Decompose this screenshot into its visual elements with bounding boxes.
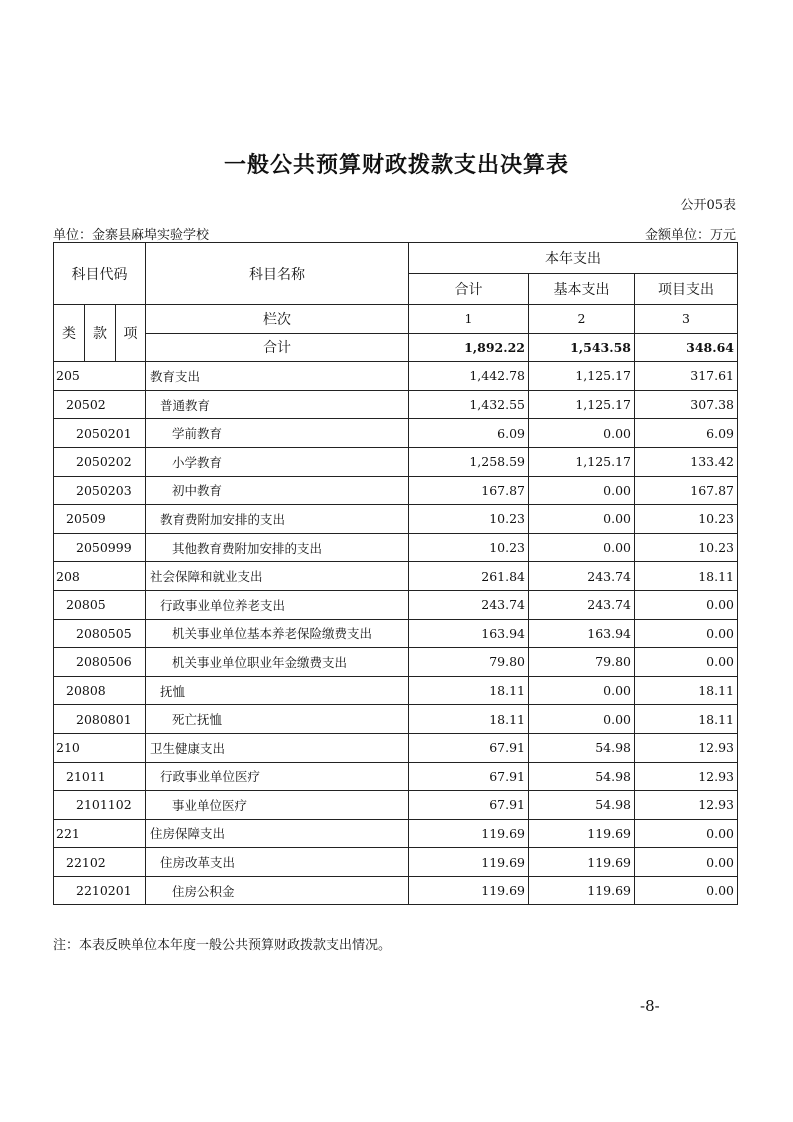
unit-label: 单位：金寨县麻埠实验学校 bbox=[53, 228, 210, 243]
column-index-1: 1 bbox=[409, 305, 529, 334]
row-project: 0.00 bbox=[635, 819, 738, 848]
row-name: 小学教育 bbox=[146, 447, 409, 476]
row-code: 22102 bbox=[54, 848, 146, 877]
row-name: 行政事业单位养老支出 bbox=[146, 590, 409, 619]
sum-project: 348.64 bbox=[635, 333, 738, 362]
table-row bbox=[54, 705, 738, 734]
row-total: 6.09 bbox=[409, 419, 529, 448]
row-code: 210 bbox=[54, 733, 146, 762]
row-total: 18.11 bbox=[409, 676, 529, 705]
row-total: 119.69 bbox=[409, 848, 529, 877]
row-total: 79.80 bbox=[409, 648, 529, 677]
row-name: 住房保障支出 bbox=[146, 819, 409, 848]
table-row bbox=[54, 619, 738, 648]
table-row bbox=[54, 676, 738, 705]
row-basic: 0.00 bbox=[529, 533, 635, 562]
row-name: 普通教育 bbox=[146, 390, 409, 419]
table-row bbox=[54, 648, 738, 677]
row-code: 2210201 bbox=[54, 876, 146, 905]
row-name: 事业单位医疗 bbox=[146, 791, 409, 820]
row-project: 6.09 bbox=[635, 419, 738, 448]
row-basic: 0.00 bbox=[529, 419, 635, 448]
row-project: 18.11 bbox=[635, 562, 738, 591]
row-project: 307.38 bbox=[635, 390, 738, 419]
row-code: 2050203 bbox=[54, 476, 146, 505]
row-code: 2080801 bbox=[54, 705, 146, 734]
row-code: 208 bbox=[54, 562, 146, 591]
row-project: 18.11 bbox=[635, 676, 738, 705]
table-row bbox=[54, 590, 738, 619]
row-code: 2050999 bbox=[54, 533, 146, 562]
row-project: 0.00 bbox=[635, 590, 738, 619]
header-kuan: 款 bbox=[85, 305, 116, 362]
row-name: 卫生健康支出 bbox=[146, 733, 409, 762]
row-basic: 119.69 bbox=[529, 819, 635, 848]
row-total: 243.74 bbox=[409, 590, 529, 619]
row-name: 行政事业单位医疗 bbox=[146, 762, 409, 791]
row-name: 其他教育费附加安排的支出 bbox=[146, 533, 409, 562]
row-project: 10.23 bbox=[635, 505, 738, 534]
table-row bbox=[54, 562, 738, 591]
row-total: 67.91 bbox=[409, 733, 529, 762]
row-name: 住房改革支出 bbox=[146, 848, 409, 877]
row-basic: 1,125.17 bbox=[529, 362, 635, 391]
row-project: 12.93 bbox=[635, 791, 738, 820]
row-name: 教育支出 bbox=[146, 362, 409, 391]
form-number: 公开05表 bbox=[680, 198, 736, 213]
row-total: 1,432.55 bbox=[409, 390, 529, 419]
table-row bbox=[54, 505, 738, 534]
row-name: 社会保障和就业支出 bbox=[146, 562, 409, 591]
header-code: 科目代码 bbox=[54, 243, 146, 305]
row-total: 119.69 bbox=[409, 876, 529, 905]
table-row bbox=[54, 476, 738, 505]
row-basic: 0.00 bbox=[529, 705, 635, 734]
row-project: 18.11 bbox=[635, 705, 738, 734]
row-basic: 0.00 bbox=[529, 476, 635, 505]
header-name: 科目名称 bbox=[146, 243, 409, 305]
table-row bbox=[54, 419, 738, 448]
row-project: 0.00 bbox=[635, 848, 738, 877]
row-total: 10.23 bbox=[409, 505, 529, 534]
row-name: 学前教育 bbox=[146, 419, 409, 448]
table-row bbox=[54, 848, 738, 877]
table-row bbox=[54, 362, 738, 391]
row-basic: 119.69 bbox=[529, 848, 635, 877]
row-code: 20509 bbox=[54, 505, 146, 534]
row-name: 机关事业单位职业年金缴费支出 bbox=[146, 648, 409, 677]
header-lei: 类 bbox=[54, 305, 85, 362]
row-project: 12.93 bbox=[635, 733, 738, 762]
row-code: 2080506 bbox=[54, 648, 146, 677]
header-basic: 基本支出 bbox=[529, 274, 635, 305]
row-code: 20502 bbox=[54, 390, 146, 419]
sum-total: 1,892.22 bbox=[409, 333, 529, 362]
row-total: 1,258.59 bbox=[409, 447, 529, 476]
table-row bbox=[54, 447, 738, 476]
row-project: 0.00 bbox=[635, 648, 738, 677]
header-xiang: 项 bbox=[116, 305, 146, 362]
row-code: 2050202 bbox=[54, 447, 146, 476]
row-name: 教育费附加安排的支出 bbox=[146, 505, 409, 534]
column-index-label: 栏次 bbox=[146, 305, 409, 334]
sum-basic: 1,543.58 bbox=[529, 333, 635, 362]
table-note: 注：本表反映单位本年度一般公共预算财政拨款支出情况。 bbox=[53, 938, 392, 953]
row-basic: 54.98 bbox=[529, 733, 635, 762]
page-title: 一般公共预算财政拨款支出决算表 bbox=[223, 153, 569, 178]
row-basic: 243.74 bbox=[529, 590, 635, 619]
row-project: 317.61 bbox=[635, 362, 738, 391]
table-row bbox=[54, 733, 738, 762]
sum-label: 合计 bbox=[146, 333, 409, 362]
row-total: 18.11 bbox=[409, 705, 529, 734]
row-name: 初中教育 bbox=[146, 476, 409, 505]
row-name: 死亡抚恤 bbox=[146, 705, 409, 734]
row-total: 261.84 bbox=[409, 562, 529, 591]
page-number: -8- bbox=[640, 997, 660, 1015]
row-total: 67.91 bbox=[409, 791, 529, 820]
row-basic: 0.00 bbox=[529, 676, 635, 705]
row-basic: 54.98 bbox=[529, 791, 635, 820]
row-code: 205 bbox=[54, 362, 146, 391]
row-basic: 163.94 bbox=[529, 619, 635, 648]
row-basic: 79.80 bbox=[529, 648, 635, 677]
header-project: 项目支出 bbox=[635, 274, 738, 305]
row-name: 机关事业单位基本养老保险缴费支出 bbox=[146, 619, 409, 648]
table-row bbox=[54, 533, 738, 562]
column-index-3: 3 bbox=[635, 305, 738, 334]
budget-table bbox=[53, 242, 738, 905]
row-code: 2050201 bbox=[54, 419, 146, 448]
row-name: 住房公积金 bbox=[146, 876, 409, 905]
row-basic: 0.00 bbox=[529, 505, 635, 534]
row-code: 21011 bbox=[54, 762, 146, 791]
table-row bbox=[54, 762, 738, 791]
row-project: 10.23 bbox=[635, 533, 738, 562]
table-row bbox=[54, 791, 738, 820]
table-row bbox=[54, 819, 738, 848]
row-code: 2101102 bbox=[54, 791, 146, 820]
row-code: 20808 bbox=[54, 676, 146, 705]
header-current-year: 本年支出 bbox=[409, 243, 738, 274]
row-basic: 54.98 bbox=[529, 762, 635, 791]
row-basic: 243.74 bbox=[529, 562, 635, 591]
row-total: 167.87 bbox=[409, 476, 529, 505]
row-basic: 1,125.17 bbox=[529, 390, 635, 419]
row-total: 67.91 bbox=[409, 762, 529, 791]
row-code: 20805 bbox=[54, 590, 146, 619]
row-project: 167.87 bbox=[635, 476, 738, 505]
table-row bbox=[54, 390, 738, 419]
row-code: 2080505 bbox=[54, 619, 146, 648]
column-index-2: 2 bbox=[529, 305, 635, 334]
amount-unit-label: 金额单位：万元 bbox=[644, 228, 736, 243]
row-total: 10.23 bbox=[409, 533, 529, 562]
row-project: 0.00 bbox=[635, 619, 738, 648]
row-project: 12.93 bbox=[635, 762, 738, 791]
row-basic: 119.69 bbox=[529, 876, 635, 905]
row-project: 0.00 bbox=[635, 876, 738, 905]
row-name: 抚恤 bbox=[146, 676, 409, 705]
row-project: 133.42 bbox=[635, 447, 738, 476]
row-total: 1,442.78 bbox=[409, 362, 529, 391]
row-code: 221 bbox=[54, 819, 146, 848]
table-row bbox=[54, 876, 738, 905]
row-basic: 1,125.17 bbox=[529, 447, 635, 476]
row-total: 163.94 bbox=[409, 619, 529, 648]
row-total: 119.69 bbox=[409, 819, 529, 848]
header-total: 合计 bbox=[409, 274, 529, 305]
